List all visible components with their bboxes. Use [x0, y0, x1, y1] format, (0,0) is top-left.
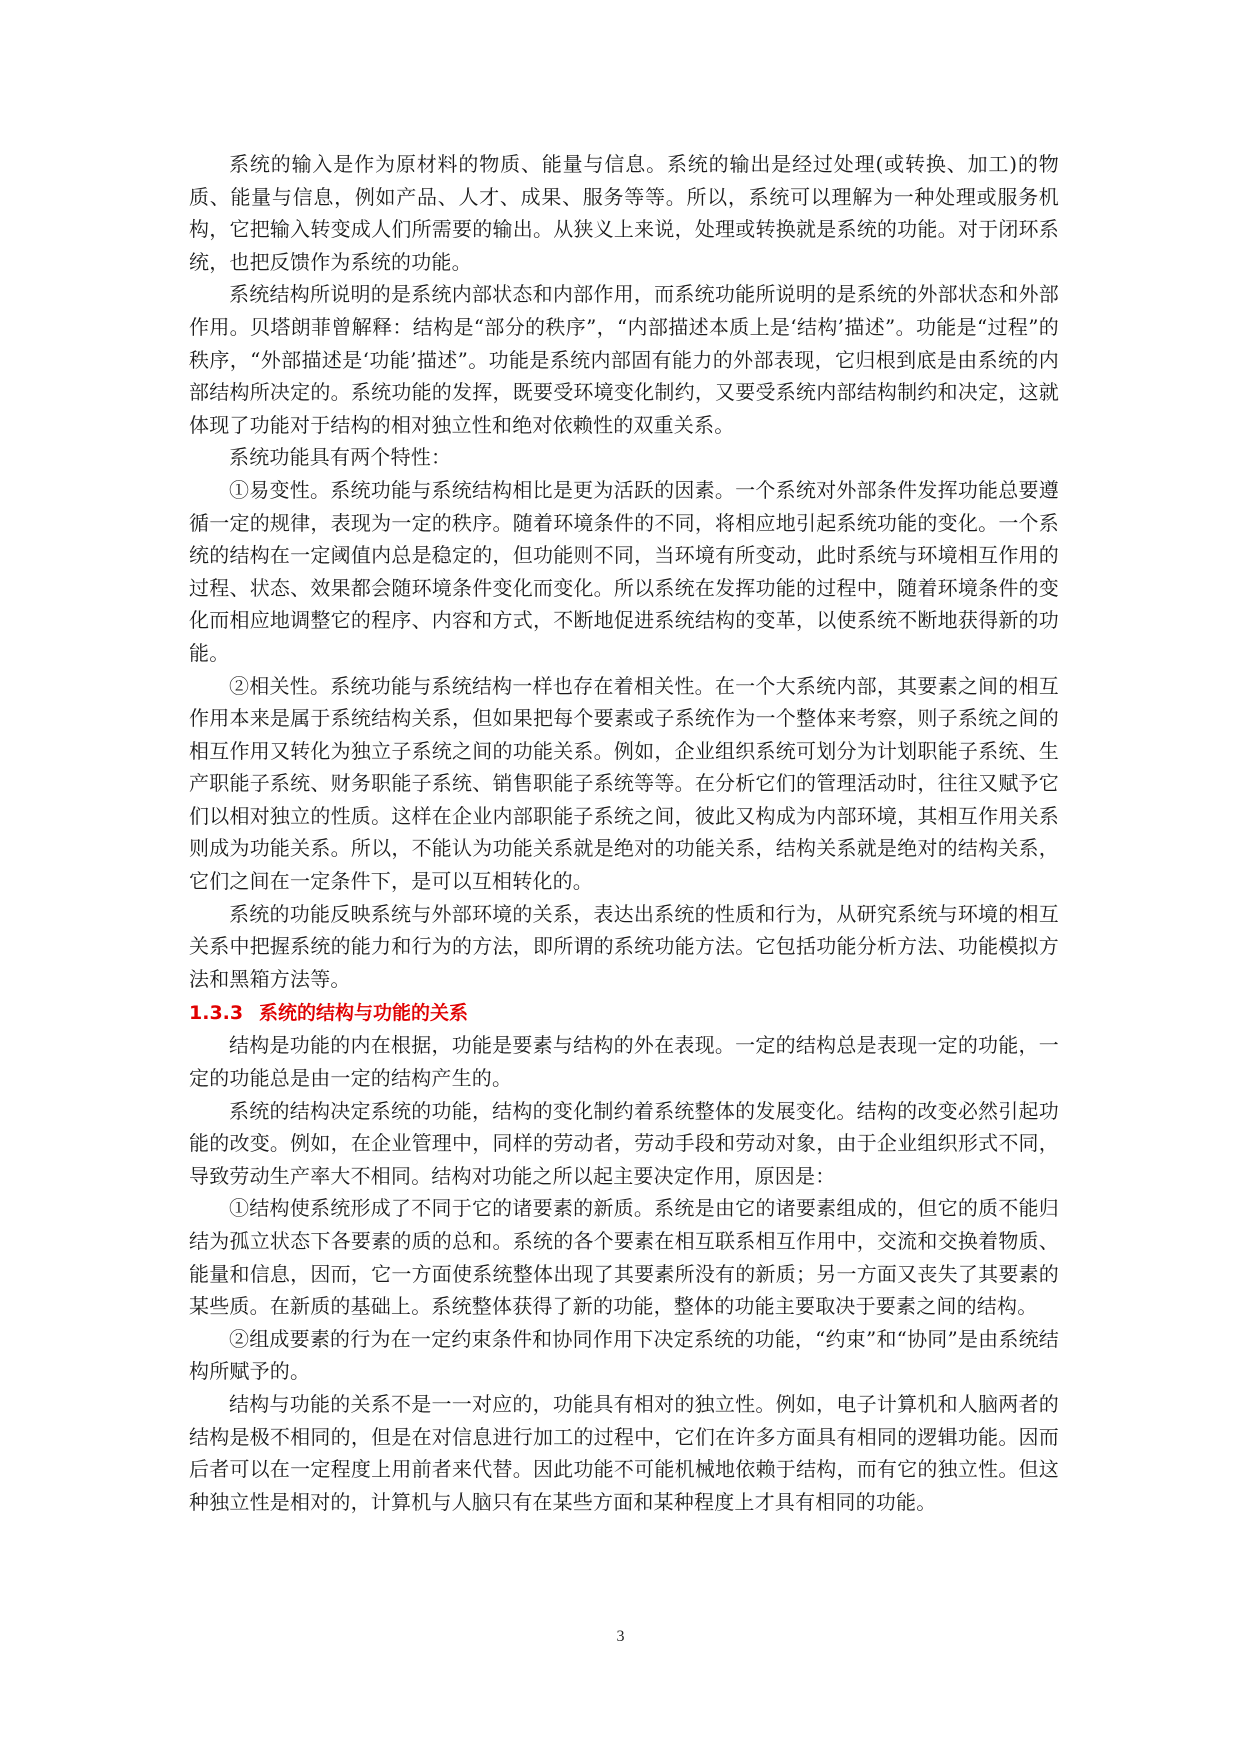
paragraph-function-environment: 系统的功能反映系统与外部环境的关系，表达出系统的性质和行为，从研究系统与环境的相互关系中把握系统的能力和行为的方法，即所谓的系统功能方法。它包括功能分析方法、功能模拟方法和黑箱方法等。 [189, 901, 1059, 991]
paragraph-structure-function: 系统结构所说明的是系统内部状态和内部作用，而系统功能所说明的是系统的外部状态和外部作用。贝塔朗菲曾解释：结构是“部分的秩序”，“内部描述本质上是‘结构’描述”。功能是“过程”的秩序，“外部描述是‘功能’描述”。功能是系统内部固有能力的外部表现，它归根到底是由系统的内部结构所决定的。系统功能的发挥，既要受环境变化制约，又要受系统内部结构制约和决定，这就体现了功能对于结构的相对独立性和绝对依赖性的双重关系。 [189, 282, 1059, 437]
paragraph-relative-independence: 结构与功能的关系不是一一对应的，功能具有相对的独立性。例如，电子计算机和人脑两者的结构是极不相同的，但是在对信息进行加工的过程中，它们在许多方面具有相同的逻辑功能。因而后者可以在一定程度上用前者来代替。因此功能不可能机械地依赖于结构，而有它的独立性。但这种独立性是相对的，计算机与人脑只有在某些方面和某种程度上才具有相同的功能。 [189, 1391, 1059, 1514]
page-number: 3 [616, 1628, 625, 1645]
paragraph-structure-determines: 系统的结构决定系统的功能，结构的变化制约着系统整体的发展变化。结构的改变必然引起功能的改变。例如，在企业管理中，同样的劳动者，劳动手段和劳动对象，由于企业组织形式不同，导致劳动生产率大不相同。结构对功能之所以起主要决定作用，原因是： [189, 1098, 1059, 1188]
section-number: 1.3.3 [189, 1002, 244, 1025]
section-heading [189, 997, 1059, 1029]
paragraph-variability: ①易变性。系统功能与系统结构相比是更为活跃的因素。一个系统对外部条件发挥功能总要遵循一定的规律，表现为一定的秩序。随着环境条件的不同，将相应地引起系统功能的变化。一个系统的结构在一定阈值内总是稳定的，但功能则不同，当环境有所变动，此时系统与环境相互作用的过程、状态、效果都会随环境条件变化而变化。所以系统在发挥功能的过程中，随着环境条件的变化而相应地调整它的程序、内容和方式，不断地促进系统结构的变革，以使系统不断地获得新的功能。 [189, 477, 1059, 665]
paragraph-relevance: ②相关性。系统功能与系统结构一样也存在着相关性。在一个大系统内部，其要素之间的相互作用本来是属于系统结构关系，但如果把每个要素或子系统作为一个整体来考察，则子系统之间的相互作用又转化为独立子系统之间的功能关系。例如，企业组织系统可划分为计划职能子系统、生产职能子系统、财务职能子系统、销售职能子系统等等。在分析它们的管理活动时，往往又赋予它们以相对独立的性质。这样在企业内部职能子系统之间，彼此又构成为内部环境，其相互作用关系则成为功能关系。所以，不能认为功能关系就是绝对的功能关系，结构关系就是绝对的结构关系，它们之间在一定条件下，是可以互相转化的。 [189, 673, 1059, 894]
paragraph-input-output: 系统的输入是作为原材料的物质、能量与信息。系统的输出是经过处理(或转换、加工)的物质、能量与信息，例如产品、人才、成果、服务等等。所以，系统可以理解为一种处理或服务机构，它把输入转变成人们所需要的输出。从狭义上来说，处理或转换就是系统的功能。对于闭环系统，也把反馈作为系统的功能。 [189, 152, 1059, 274]
section-title: 系统的结构与功能的关系 [259, 1002, 469, 1025]
paragraph-new-quality: ①结构使系统形成了不同于它的诸要素的新质。系统是由它的诸要素组成的，但它的质不能归结为孤立状态下各要素的质的总和。系统的各个要素在相互联系相互作用中，交流和交换着物质、能量和信息，因而，它一方面使系统整体出现了其要素所没有的新质；另一方面又丧失了其要素的某些质。在新质的基础上。系统整体获得了新的功能，整体的功能主要取决于要素之间的结构。 [189, 1196, 1059, 1319]
paragraph-two-properties: 系统功能具有两个特性： [229, 445, 452, 470]
paragraph-structure-basis: 结构是功能的内在根据，功能是要素与结构的外在表现。一定的结构总是表现一定的功能，一定的功能总是由一定的结构产生的。 [189, 1033, 1059, 1091]
paragraph-constraint-synergy: ②组成要素的行为在一定约束条件和协同作用下决定系统的功能，“约束”和“协同”是由系统结构所赋予的。 [189, 1326, 1059, 1384]
document-page [189, 148, 1059, 1518]
